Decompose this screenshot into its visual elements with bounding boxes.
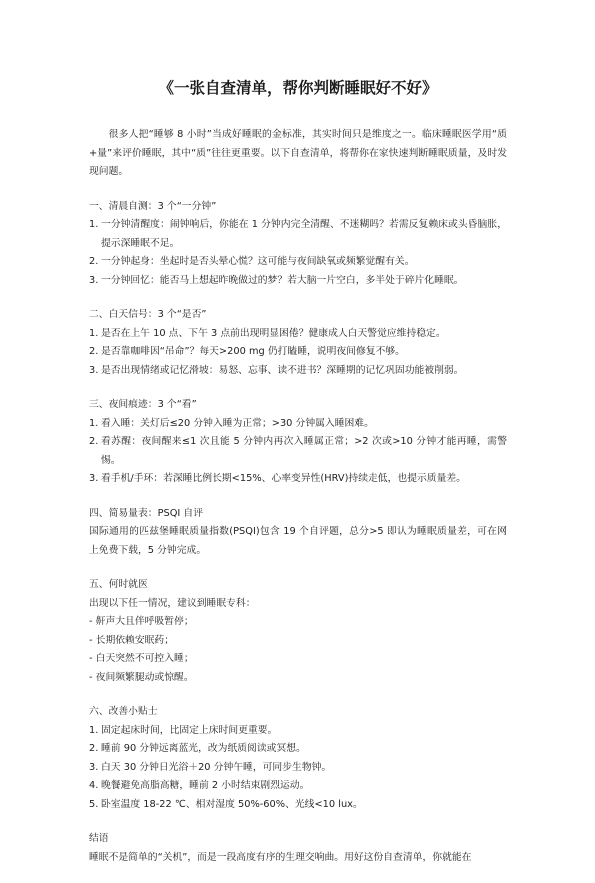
list-item-text: 一分钟起身：坐起时是否头晕心慌？这可能与夜间缺氧或频繁觉醒有关。 (101, 256, 415, 267)
section-heading: 二、白天信号：3 个“是否” (89, 309, 207, 320)
list-item-number: 2. (89, 436, 99, 447)
sections-container (89, 198, 507, 815)
list-item (89, 343, 507, 362)
list-item-number: 3. (89, 473, 99, 484)
paragraph-line: - 长期依赖安眠药； (89, 634, 175, 646)
list-item-text: 是否靠咖啡因“吊命”？每天>200 mg 仍打瞌睡，说明夜间修复不够。 (101, 346, 405, 357)
section-heading: 一、清晨自测：3 个“一分钟” (89, 200, 217, 212)
list-item-text: 一分钟清醒度：闹钟响后，你能在 1 分钟内完全清醒、不迷糊吗？若需反复赖床或头昏脑胀，提示深睡眠不足。 (101, 219, 507, 249)
list-item-number: 2. (89, 346, 99, 357)
closing-text: 睡眠不是简单的“关机”，而是一段高度有序的生理交响曲。用好这份自查清单，你就能在 (89, 851, 472, 863)
list-item-number: 1. (89, 724, 99, 736)
list-item (89, 740, 507, 759)
list-item (89, 433, 507, 470)
list-item-text: 固定起床时间，比固定上床时间更重要。 (101, 724, 278, 736)
list-item (89, 325, 507, 344)
document-page (89, 78, 507, 883)
list-item (89, 415, 507, 434)
list-item-number: 3. (89, 761, 99, 773)
section-6 (89, 703, 507, 814)
list-item-number: 2. (89, 743, 99, 754)
list-item (89, 253, 507, 272)
section-heading: 三、夜间痕迹：3 个“看” (89, 399, 197, 410)
list-item-number: 1. (89, 327, 99, 339)
list-item-text: 晚餐避免高脂高糖，睡前 2 小时结束剧烈运动。 (101, 780, 310, 791)
list-item (89, 777, 507, 796)
list-item-text: 是否在上午 10 点、下午 3 点前出现明显困倦？健康成人白天警觉应维持稳定。 (101, 327, 446, 339)
section-2 (89, 306, 507, 380)
section-heading: 四、简易量表：PSQI 自评 (89, 507, 204, 519)
closing-heading: 结语 (89, 833, 109, 844)
list-item (89, 272, 507, 291)
list-item-number: 1. (89, 219, 99, 230)
list-item-number: 3. (89, 364, 99, 376)
list-item (89, 722, 507, 741)
list-item-number: 4. (89, 780, 99, 791)
list-item-text: 是否出现情绪或记忆滑坡：易怒、忘事、读不进书？深睡期的记忆巩固功能被削弱。 (101, 364, 464, 376)
section-heading: 六、改善小贴士 (89, 706, 158, 717)
list-item (89, 362, 507, 381)
intro-paragraph: 很多人把“睡够 8 小时”当成好睡眠的金标准，其实时间只是维度之一。临床睡眠医学用“质+量”来评价睡眠，其中“质”往往更重要。以下自查清单，将帮你在家快速判断睡眠质量，及时发现问题。 (89, 129, 507, 177)
paragraph-line: - 鼾声大且伴呼吸暂停； (89, 616, 194, 627)
list-item-number: 1. (89, 417, 99, 429)
list-item (89, 470, 507, 489)
document-title: 《一张自查清单，帮你判断睡眠好不好》 (158, 79, 438, 97)
list-item-text: 白天 30 分钟日光浴＋20 分钟午睡，可同步生物钟。 (101, 761, 332, 773)
list-item-text: 看手机/手环：若深睡比例长期<15%、心率变异性(HRV)持续走低，也提示质量差。 (101, 473, 466, 484)
section-heading: 五、何时就医 (89, 579, 148, 590)
list-item-number: 2. (89, 256, 99, 267)
list-item-text: 看入睡：关灯后≤20 分钟入睡为正常；>30 分钟属入睡困难。 (101, 417, 374, 429)
list-item (89, 796, 507, 815)
paragraph-line: - 白天突然不可控入睡； (89, 653, 194, 664)
section-4 (89, 505, 507, 561)
section-1 (89, 198, 507, 291)
paragraph-line: 国际通用的匹兹堡睡眠质量指数(PSQI)包含 19 个自评题，总分>5 即认为睡眠质量差，可在网上免费下载，5 分钟完成。 (89, 526, 507, 556)
list-item (89, 216, 507, 253)
list-item (89, 759, 507, 778)
list-item-number: 3. (89, 274, 99, 286)
list-item-number: 5. (89, 798, 99, 810)
closing-section (89, 830, 507, 867)
list-item-text: 一分钟回忆：能否马上想起昨晚做过的梦？若大脑一片空白，多半处于碎片化睡眠。 (101, 274, 464, 286)
list-item-text: 睡前 90 分钟远离蓝光，改为纸质阅读或冥想。 (101, 743, 306, 754)
list-item-text: 看苏醒：夜间醒来≤1 次且能 5 分钟内再次入睡属正常；>2 次或>10 分钟才能再睡，需警惕。 (101, 436, 507, 466)
paragraph-line: 出现以下任一情况，建议到睡眠专科： (89, 597, 256, 609)
list-item-text: 卧室温度 18-22 ℃、相对湿度 50%-60%、光线<10 lux。 (101, 798, 363, 810)
paragraph-line: - 夜间频繁腿动或惊醒。 (89, 671, 194, 683)
section-3 (89, 396, 507, 489)
section-5 (89, 576, 507, 687)
